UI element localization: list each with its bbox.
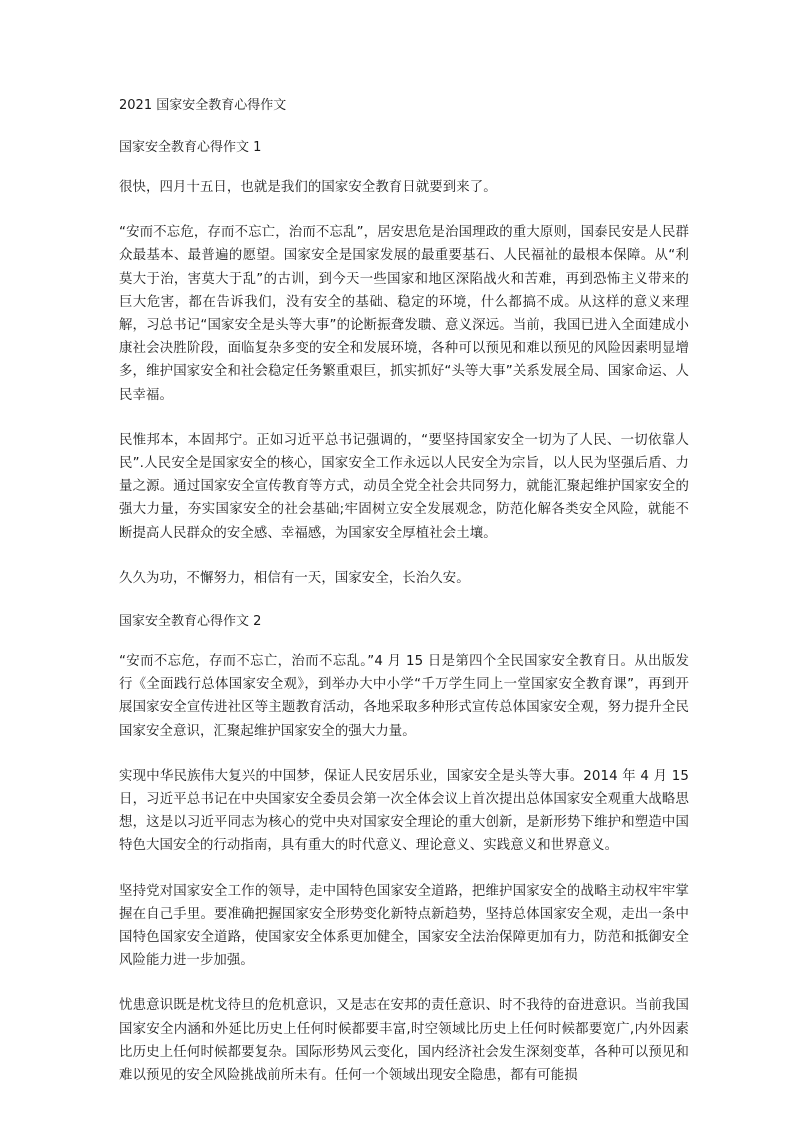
section-heading-2: 国家安全教育心得作文 2 (119, 614, 262, 630)
section-heading-1: 国家安全教育心得作文 1 (119, 140, 262, 155)
essay-section-2 (119, 612, 689, 1087)
paragraph: 民惟邦本，本固邦宁。正如习近平总书记强调的，“要坚持国家安全一切为了人民、一切依靠人民”.人民安全是国家安全的核心，国家安全工作永远以人民安全为宗旨，以人民为坚强后盾、力量之源。通过国家安全宣传教育等方式，动员全党全社会共同努力，就能汇聚起维护国家安全的强大力量，夯实国家安全的社会基础;牢固树立安全发展观念，防范化解各类安全风险，就能不断提高人民群众的安全感、幸福感，为国家安全厚植社会土壤。 (119, 432, 689, 541)
paragraph: “安而不忘危，存而不忘亡，治而不忘乱”，居安思危是治国理政的重大原则，国泰民安是人民群众最基本、最普遍的愿望。国家安全是国家发展的最重要基石、人民福祉的最根本保障。从“利莫大于治，害莫大于乱”的古训，到今天一些国家和地区深陷战火和苦难，再到恐怖主义带来的巨大危害，都在告诉我们，没有安全的基础、稳定的环境，什么都搞不成。从这样的意义来理解，习总书记“国家安全是头等大事”的论断振聋发聩、意义深远。当前，我国已进入全面建成小康社会决胜阶段，面临复杂多变的安全和发展环境，各种可以预见和难以预见的风险因素明显增多，维护国家安全和社会稳定任务繁重艰巨，抓实抓好“头等大事”关系发展全局、国家命运、人民幸福。 (119, 225, 689, 403)
paragraph: 很快，四月十五日，也就是我们的国家安全教育日就要到来了。 (119, 180, 497, 195)
essay-section-1 (119, 138, 689, 590)
paragraph: 久久为功，不懈努力，相信有一天，国家安全，长治久安。 (119, 570, 470, 586)
paragraph: “安而不忘危，存而不忘亡，治而不忘乱。”4 月 15 日是第四个全民国家安全教育日。从出版发行《全面践行总体国家安全观》，到举办大中小学“千万学生同上一堂国家安全教育课”，再到开展国家安全宣传进社区等主题教育活动，各地采取多种形式宣传总体国家安全观，努力提升全民国家安全意识，汇聚起维护国家安全的强大力量。 (119, 654, 689, 739)
document-title: 2021 国家安全教育心得作文 (119, 98, 287, 113)
paragraph: 忧患意识既是枕戈待旦的危机意识，又是志在安邦的责任意识、时不我待的奋进意识。当前我国国家安全内涵和外延比历史上任何时候都要丰富,时空领域比历史上任何时候都要宽广,内外因素比历史上任何时候都要复杂。国际形势风云变化，国内经济社会发生深刻变革，各种可以预见和难以预见的安全风险挑战前所未有。任何一个领域出现安全隐患，都有可能损 (119, 998, 689, 1084)
document-body (119, 96, 689, 1109)
paragraph: 坚持党对国家安全工作的领导，走中国特色国家安全道路，把维护国家安全的战略主动权牢牢掌握在自己手里。要准确把握国家安全形势变化新特点新趋势，坚持总体国家安全观，走出一条中国特色国家安全道路，使国家安全体系更加健全，国家安全法治保障更加有力，防范和抵御安全风险能力进一步加强。 (119, 883, 689, 969)
paragraph: 实现中华民族伟大复兴的中国梦，保证人民安居乐业，国家安全是头等大事。2014 年 4 月 15 日，习近平总书记在中央国家安全委员会第一次全体会议上首次提出总体国家安全观重大战略思想，这是以习近平同志为核心的党中央对国家安全理论的重大创新，是新形势下维护和塑造中国特色大国安全的行动指南，具有重大的时代意义、理论意义、实践意义和世界意义。 (119, 768, 689, 854)
